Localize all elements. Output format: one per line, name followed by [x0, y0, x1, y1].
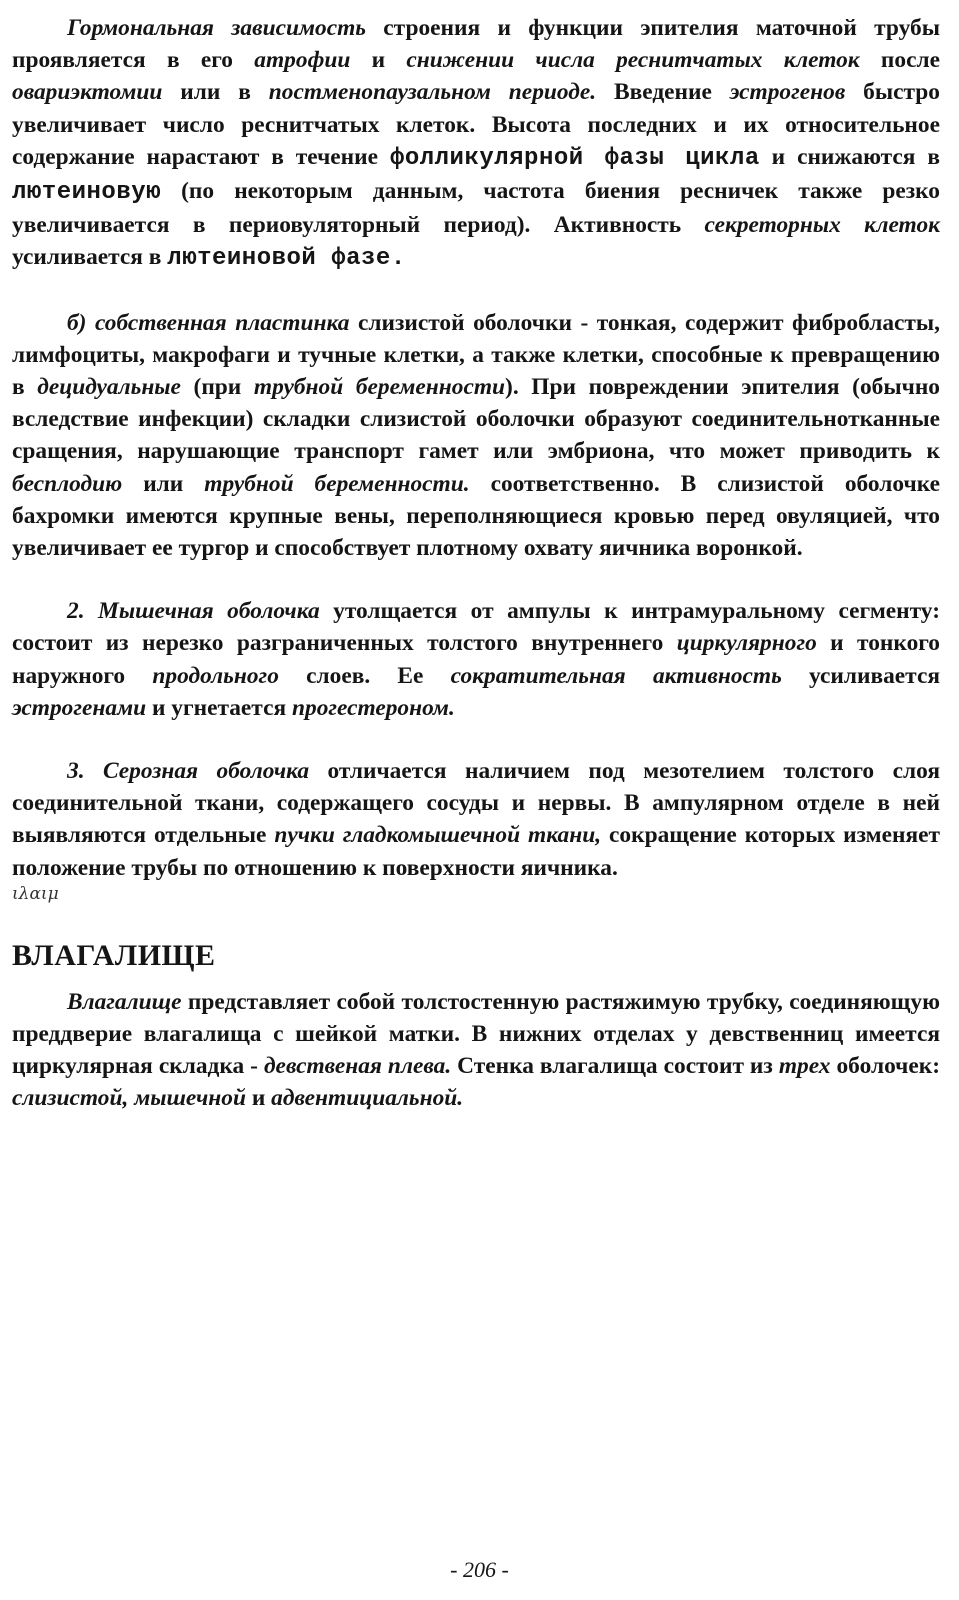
- text-run: снижении числа реснитчатых клеток: [406, 47, 860, 74]
- text-run: продольного: [152, 662, 279, 689]
- section-heading-vagina: ВЛАГАЛИЩЕ: [12, 938, 216, 972]
- text-run: ). При повреждении эпителия (обычно вследствие инфекции) складки слизистой оболочки образуют соединительнотканные сращения, нарушающие транспорт гамет или эмбриона, что может приводить к: [12, 374, 940, 465]
- text-run: и: [350, 47, 407, 74]
- text-run: слоев. Ее: [278, 662, 451, 689]
- text-run: пучки гладкомышечной ткани,: [274, 822, 602, 849]
- text-run: или: [122, 470, 205, 497]
- text-run: и угнетается: [146, 694, 292, 721]
- text-run: сокращение которых изменяет положение трубы по отношению к поверхности яичника.: [12, 822, 940, 881]
- text-run: циркулярного: [676, 630, 817, 657]
- text-run: эстрогенов: [729, 79, 846, 106]
- text-run: 3. Серозная оболочка: [67, 758, 310, 785]
- text-run: соответственно. В слизистой оболочке бахромки имеются крупные вены, переполняющиеся кровью перед овуляцией, что увеличивает ее тургор и способствует плотному охвату яичника воронкой.: [12, 470, 940, 562]
- text-run: трех: [778, 1053, 831, 1080]
- text-run: и тонкого наружного: [12, 630, 941, 689]
- text-run: трубной беременности: [253, 374, 506, 401]
- text-run: Введение: [596, 79, 730, 106]
- text-run: децидуальные: [37, 374, 181, 401]
- text-run: или в: [162, 79, 269, 106]
- text-run: Гормональная зависимость: [67, 15, 366, 41]
- text-run: Стенка влагалища состоит из: [451, 1053, 779, 1080]
- text-run: Влагалище: [67, 988, 182, 1015]
- paragraph-vagina: [12, 986, 940, 1115]
- paragraph-muscular-layer: [12, 595, 940, 724]
- handwritten-note: ιλαιμ: [12, 883, 59, 904]
- text-run: оболочек:: [830, 1053, 941, 1080]
- text-run: трубной беременности.: [204, 470, 470, 497]
- text-run: (по некоторым данным, частота биения ресничек также резко увеличивается в периовуляторный период). Активность: [12, 178, 940, 239]
- text-run: фолликулярной фазы цикла: [389, 144, 760, 172]
- text-run: адвентициальной.: [271, 1085, 464, 1112]
- text-run: усиливается: [781, 662, 940, 689]
- text-run: и снижаются в: [759, 143, 941, 170]
- text-run: постменопаузальном периоде.: [268, 79, 597, 106]
- text-run: отличается наличием под мезотелием толстого слоя соединительной ткани, содержащего сосуды и нервы. В ампулярном отделе в ней выявляются отдельные: [12, 758, 940, 849]
- text-run: слизистой оболочки - тонкая, содержит фибробласты, лимфоциты, макрофаги и тучные клетки, а также клетки, способные к превращению в: [12, 309, 940, 401]
- paragraph-serous-layer: [12, 755, 940, 884]
- page-body: [12, 12, 940, 1115]
- text-run: и: [245, 1085, 272, 1112]
- text-run: после: [859, 47, 940, 74]
- text-run: быстро увеличивает число реснитчатых клеток. Высота последних и их относительное содержание нарастают в течение: [12, 79, 940, 170]
- text-run: прогестероном.: [291, 694, 455, 721]
- text-run: утолщается от ампулы к интрамуральному сегменту: состоит из нерезко разграниченных толстого внутреннего: [12, 598, 940, 657]
- text-run: 2. Мышечная оболочка: [67, 598, 320, 625]
- text-run: слизистой, мышечной: [12, 1085, 246, 1112]
- text-run: эстрогенами: [12, 694, 147, 721]
- paragraph-lamina-propria: [12, 307, 940, 565]
- page-number: - 206 -: [450, 1557, 509, 1582]
- text-run: представляет собой толстостенную растяжимую трубку, соединяющую преддверие влагалища с шейкой матки. В нижних отделах у девственниц имеется циркулярная складка -: [12, 988, 940, 1080]
- paragraph-hormonal-dependence: [12, 12, 940, 276]
- text-run: б) собственная пластинка: [67, 309, 350, 336]
- text-run: бесплодию: [12, 470, 123, 497]
- text-run: атрофии: [254, 47, 351, 74]
- text-run: овариэктомии: [12, 79, 163, 106]
- text-run: лютеиновую: [12, 179, 162, 207]
- text-run: сократительная активность: [450, 662, 782, 689]
- text-run: усиливается в: [12, 244, 168, 271]
- text-run: девственая плева.: [263, 1053, 452, 1080]
- text-run: лютеиновой фазе.: [167, 245, 406, 273]
- text-run: строения и функции эпителия маточной трубы проявляется в его: [12, 15, 940, 74]
- text-run: секреторных клеток: [704, 212, 940, 239]
- text-run: (при: [180, 374, 254, 401]
